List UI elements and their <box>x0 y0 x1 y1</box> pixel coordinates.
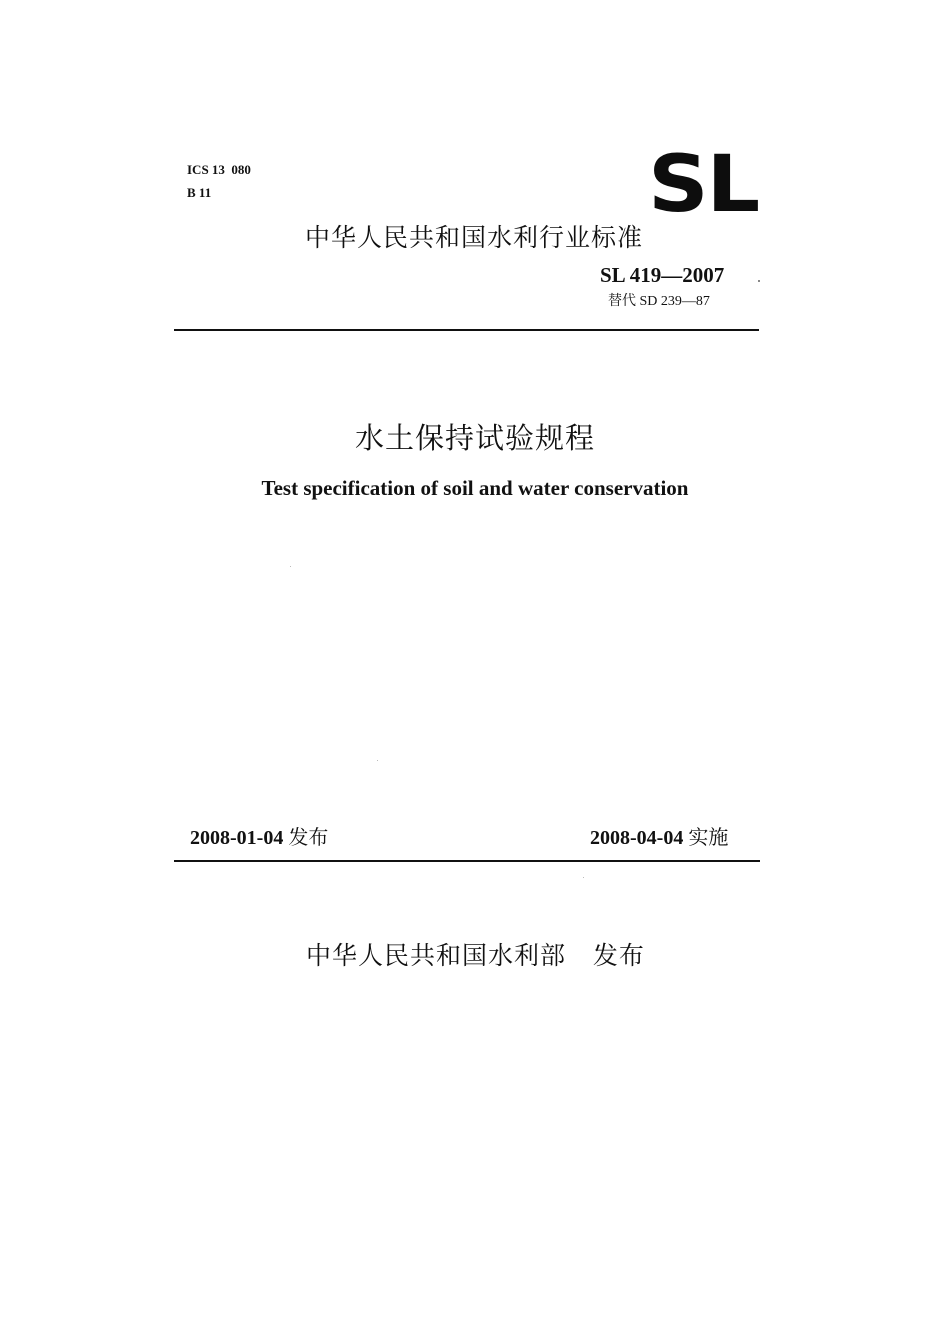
scan-speck <box>377 760 378 761</box>
ics-code: ICS 13 080 <box>187 162 251 177</box>
english-title: Test specification of soil and water conservation <box>261 476 689 500</box>
implementation-label: 实施 <box>688 825 729 849</box>
implementation-date-line <box>590 823 728 852</box>
ccs-code: B 11 <box>187 185 212 200</box>
scan-speck <box>290 566 291 567</box>
scan-dot <box>758 280 760 282</box>
issue-date: 2008-01-04 <box>190 827 284 849</box>
scan-speck <box>583 877 584 878</box>
issue-date-line <box>190 823 328 852</box>
top-divider <box>174 329 759 331</box>
industry-standard-title: 中华人民共和国水利行业标准 <box>305 223 644 252</box>
replaces-standard: 替代 SD 239—87 <box>608 294 710 309</box>
publisher-name: 中华人民共和国水利部 <box>306 941 567 970</box>
publisher-line <box>306 940 645 972</box>
standard-number: SL 419—2007 <box>600 263 725 287</box>
bottom-divider <box>174 860 760 862</box>
chinese-title: 水土保持试验规程 <box>354 421 595 455</box>
publish-label: 发布 <box>592 941 645 970</box>
implementation-date: 2008-04-04 <box>590 827 684 849</box>
issue-label: 发布 <box>288 825 329 849</box>
sl-logo: SL <box>648 140 759 230</box>
